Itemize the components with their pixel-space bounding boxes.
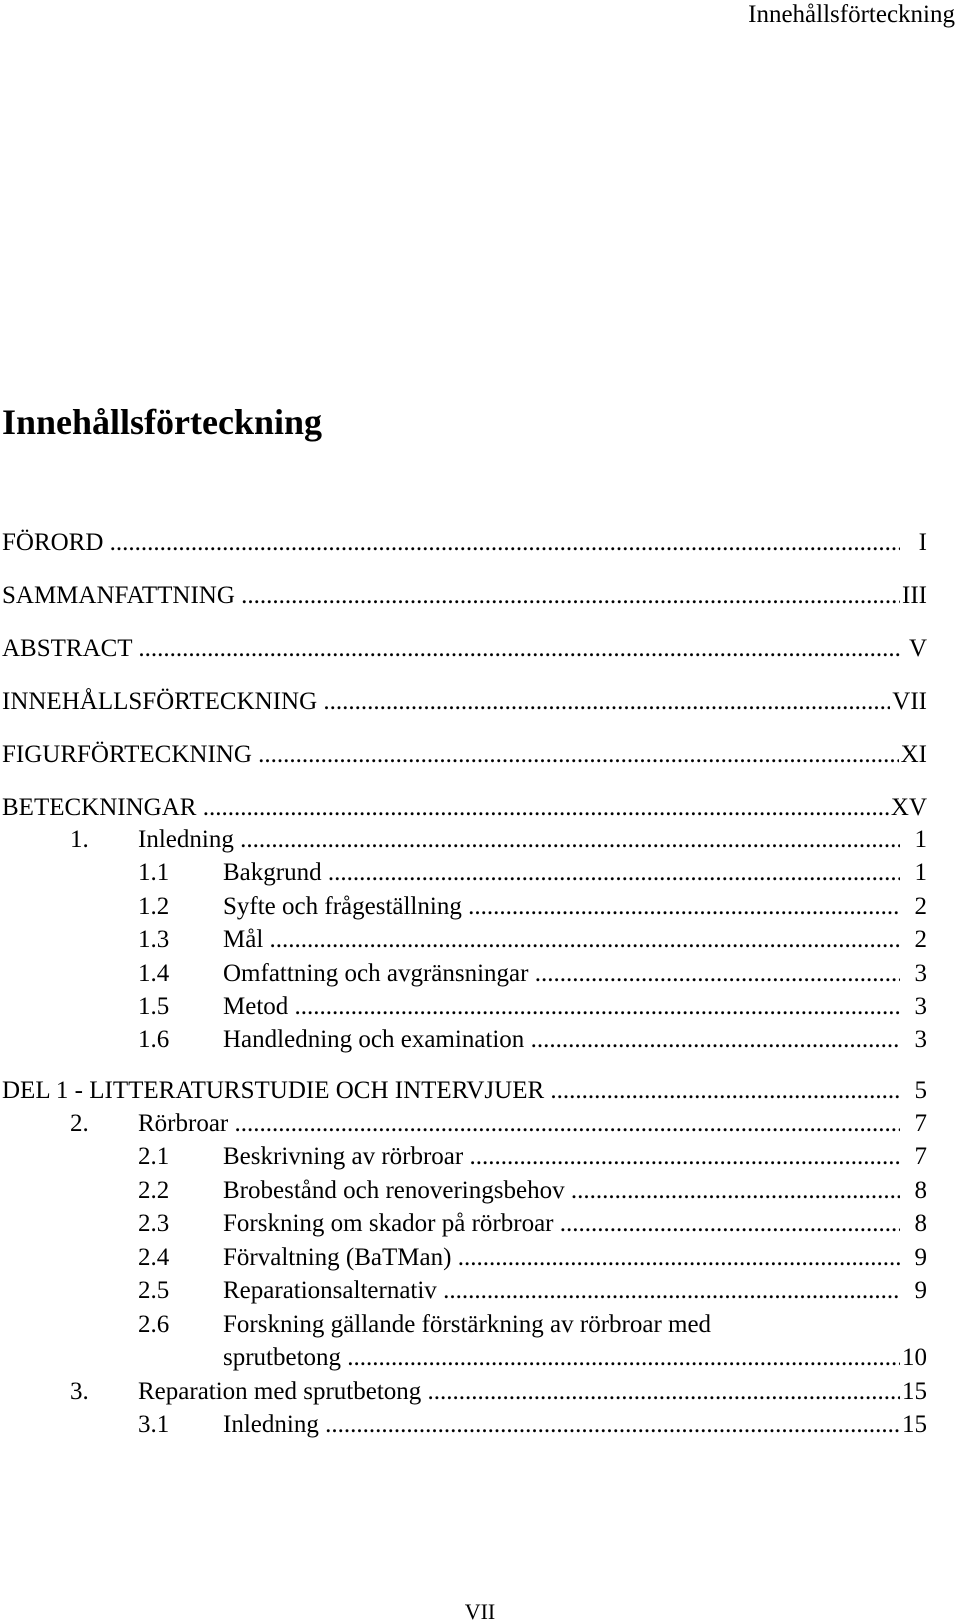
toc-entry[interactable] xyxy=(0,1107,960,1141)
toc-entry-title: Bakgrund ..... xyxy=(223,856,900,890)
toc-entry-page: 2 xyxy=(913,890,928,924)
toc-entry-number: 2. xyxy=(70,1110,89,1137)
toc-entry-page: 7 xyxy=(913,1140,928,1174)
toc-entry[interactable] xyxy=(0,1241,960,1275)
toc-entry[interactable] xyxy=(0,957,960,991)
toc-entry-title: Inledning ..... xyxy=(223,1408,900,1442)
toc-entry-title: FIGURFÖRTECKNING ..... xyxy=(2,738,900,772)
toc-entry-page: 8 xyxy=(913,1207,928,1241)
toc-entry-page: 1 xyxy=(913,856,928,890)
toc-entry[interactable] xyxy=(0,1341,960,1375)
toc-entry-number: 1.3 xyxy=(138,926,170,953)
toc-entry-number: 1.2 xyxy=(138,893,170,920)
page-title: Innehållsförteckning xyxy=(2,402,323,442)
toc-entry-page: 3 xyxy=(913,1023,928,1057)
toc-entry-page: 9 xyxy=(913,1274,928,1308)
toc-entry-title: Brobestånd och renoveringsbehov ..... xyxy=(223,1174,900,1208)
toc-entry-page: 3 xyxy=(913,957,928,991)
toc-entry-page: 5 xyxy=(913,1074,928,1108)
toc-entry-number: 1. xyxy=(70,826,89,853)
toc-entry[interactable] xyxy=(0,1174,960,1208)
toc-entry-number: 2.2 xyxy=(138,1177,170,1204)
toc-entry[interactable] xyxy=(0,823,960,857)
toc-entry-page: 7 xyxy=(913,1107,928,1141)
toc-entry-number: 1.4 xyxy=(138,960,170,987)
toc-entry-page: 15 xyxy=(900,1408,927,1442)
toc-entry[interactable] xyxy=(0,1375,960,1409)
toc-entry[interactable] xyxy=(0,1274,960,1308)
toc-entry[interactable] xyxy=(0,890,960,924)
toc-entry-title: Beskrivning av rörbroar ..... xyxy=(223,1140,900,1174)
toc-entry-page: 10 xyxy=(900,1341,927,1375)
toc-entry-title: Syfte och frågeställning ..... xyxy=(223,890,900,924)
toc-entry[interactable] xyxy=(0,923,960,957)
toc-entry-title: Forskning gällande förstärkning av rörbroar med xyxy=(223,1311,712,1338)
toc-entry-page: VII xyxy=(890,685,927,719)
toc-entry-number: 2.5 xyxy=(138,1277,170,1304)
toc-entry[interactable] xyxy=(0,685,960,719)
toc-entry-title: BETECKNINGAR ..... xyxy=(2,791,900,825)
toc-entry[interactable] xyxy=(0,1140,960,1174)
toc-entry-page: XV xyxy=(889,791,927,825)
toc-entry-title: Rörbroar ..... xyxy=(138,1107,900,1141)
toc-entry-page: 1 xyxy=(913,823,928,857)
toc-entry[interactable] xyxy=(0,1074,960,1108)
toc-entry-page: 15 xyxy=(900,1375,927,1409)
toc-entry[interactable] xyxy=(0,791,960,825)
toc-entry-page: 3 xyxy=(913,990,928,1024)
toc-entry[interactable] xyxy=(0,1207,960,1241)
toc-entry-number: 3. xyxy=(70,1378,89,1405)
toc-entry-number: 3.1 xyxy=(138,1411,170,1438)
toc-entry-title: Reparation med sprutbetong ..... xyxy=(138,1375,900,1409)
toc-entry-page: 8 xyxy=(913,1174,928,1208)
toc-entry[interactable] xyxy=(0,738,960,772)
toc-entry-title: Handledning och examination ..... xyxy=(223,1023,900,1057)
toc-entry-number: 1.1 xyxy=(138,859,170,886)
toc-entry-title: Omfattning och avgränsningar ..... xyxy=(223,957,900,991)
toc-entry[interactable] xyxy=(0,526,960,560)
toc-entry-number: 1.5 xyxy=(138,993,170,1020)
toc-entry-number: 2.1 xyxy=(138,1143,170,1170)
toc-entry-title: Mål ..... xyxy=(223,923,900,957)
toc-entry-number: 2.3 xyxy=(138,1210,170,1237)
toc-entry-number: 2.6 xyxy=(138,1311,170,1338)
running-header: Innehållsförteckning xyxy=(748,1,955,28)
toc-entry-title: ABSTRACT ..... xyxy=(2,632,900,666)
toc-entry-title: Inledning ..... xyxy=(138,823,900,857)
toc-entry[interactable] xyxy=(0,856,960,890)
toc-entry-title: DEL 1 - LITTERATURSTUDIE OCH INTERVJUER ..... xyxy=(2,1074,900,1108)
toc-entry-title: sprutbetong ..... xyxy=(223,1341,900,1375)
toc-entry-title: Forskning om skador på rörbroar ..... xyxy=(223,1207,900,1241)
toc-entry[interactable] xyxy=(0,579,960,613)
page-number: VII xyxy=(464,1599,496,1624)
toc-entry-title: Förvaltning (BaTMan) ..... xyxy=(223,1241,900,1275)
toc-entry-number: 1.6 xyxy=(138,1026,170,1053)
toc-entry-title: SAMMANFATTNING ..... xyxy=(2,579,900,613)
toc-entry-page: I xyxy=(917,526,927,560)
toc-entry-number: 2.4 xyxy=(138,1244,170,1271)
toc-entry-title: Reparationsalternativ ..... xyxy=(223,1274,900,1308)
toc-entry[interactable] xyxy=(0,1408,960,1442)
toc-entry-title: INNEHÅLLSFÖRTECKNING ..... xyxy=(2,685,900,719)
toc-entry-page: 9 xyxy=(913,1241,928,1275)
toc-entry-page: V xyxy=(907,632,927,666)
toc-entry[interactable] xyxy=(0,1023,960,1057)
toc-entry-page: III xyxy=(900,579,927,613)
toc-entry-page: 2 xyxy=(913,923,928,957)
toc-entry-title: Metod ..... xyxy=(223,990,900,1024)
toc-entry-page: XI xyxy=(899,738,927,772)
toc-entry[interactable] xyxy=(0,632,960,666)
toc-entry-title: FÖRORD ..... xyxy=(2,526,900,560)
toc-entry[interactable] xyxy=(0,990,960,1024)
toc-entry[interactable] xyxy=(0,1308,960,1342)
